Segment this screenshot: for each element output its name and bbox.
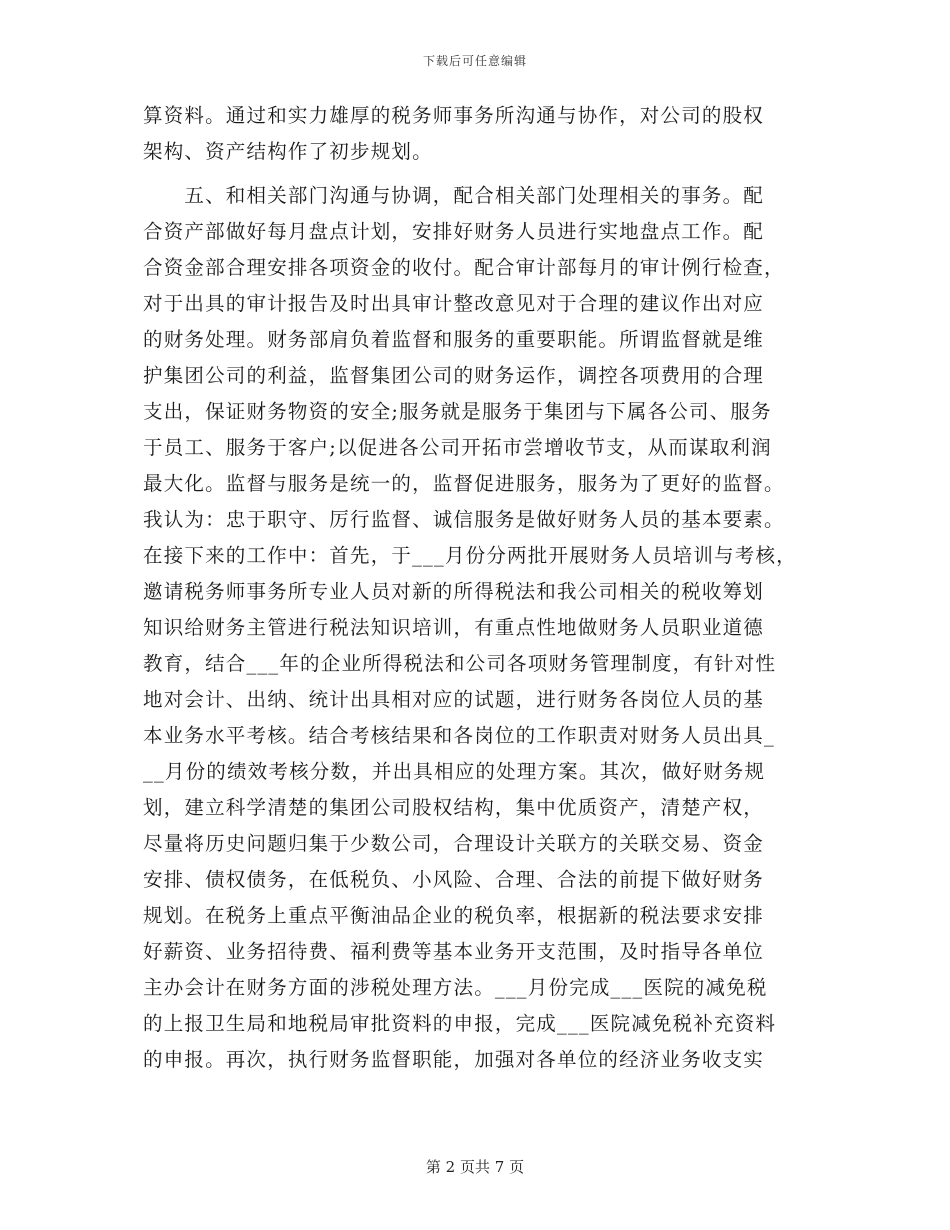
text-line: 我认为：忠于职守、厉行监督、诚信服务是做好财务人员的基本要素。: [143, 508, 785, 531]
text-line: 地对会计、出纳、统计出具相对应的试题，进行财务各岗位人员的基: [143, 688, 765, 711]
text-line: 主办会计在财务方面的涉税处理方法。___月份完成___医院的减免税: [143, 976, 768, 999]
text-line: 划，建立科学清楚的集团公司股权结构，集中优质资产，清楚产权，: [143, 796, 765, 819]
text-line: 好薪资、业务招待费、福利费等基本业务开支范围，及时指导各单位: [143, 940, 765, 963]
text-line: 的申报。再次，执行财务监督职能，加强对各单位的经济业务收支实: [143, 1048, 765, 1071]
text-line: 五、和相关部门沟通与协调，配合相关部门处理相关的事务。配: [143, 184, 765, 207]
text-line: 对于出具的审计报告及时出具审计整改意见对于合理的建议作出对应: [143, 292, 765, 315]
text-line: 最大化。监督与服务是统一的，监督促进服务，服务为了更好的监督。: [143, 472, 785, 495]
text-line: 规划。在税务上重点平衡油品企业的税负率，根据新的税法要求安排: [143, 904, 765, 927]
text-line: 合资金部合理安排各项资金的收付。配合审计部每月的审计例行检查，: [143, 256, 785, 279]
text-line: 算资料。通过和实力雄厚的税务师事务所沟通与协作，对公司的股权: [143, 104, 765, 127]
text-line: 支出，保证财务物资的安全;服务就是服务于集团与下属各公司、服务: [143, 400, 772, 423]
text-line: 于员工、服务于客户;以促进各公司开拓市尝增收节支，从而谋取利润: [143, 436, 772, 459]
text-line: 护集团公司的利益，监督集团公司的财务运作，调控各项费用的合理: [143, 364, 765, 387]
page-number: 第 2 页共 7 页: [425, 1158, 525, 1176]
text-line: 的上报卫生局和地税局审批资料的申报，完成___医院减免税补充资料: [143, 1012, 777, 1035]
text-line: 安排、债权债务，在低税负、小风险、合理、合法的前提下做好财务: [143, 868, 765, 891]
text-line: 架构、资产结构作了初步规划。: [143, 140, 433, 163]
text-line: 在接下来的工作中：首先，于___月份分两批开展财务人员培训与考核，: [143, 544, 797, 567]
text-line: 本业务水平考核。结合考核结果和各岗位的工作职责对财务人员出具_: [143, 724, 775, 747]
text-line: 的财务处理。财务部肩负着监督和服务的重要职能。所谓监督就是维: [143, 328, 765, 351]
text-line: __月份的绩效考核分数，并出具相应的处理方案。其次，做好财务规: [143, 760, 766, 783]
text-line: 邀请税务师事务所专业人员对新的所得税法和我公司相关的税收筹划: [143, 580, 765, 603]
text-line: 教育，结合___年的企业所得税法和公司各项财务管理制度，有针对性: [143, 652, 777, 675]
text-line: 尽量将历史问题归集于少数公司，合理设计关联方的关联交易、资金: [143, 832, 765, 855]
text-line: 知识给财务主管进行税法知识培训，有重点性地做财务人员职业道德: [143, 616, 765, 639]
text-line: 合资产部做好每月盘点计划，安排好财务人员进行实地盘点工作。配: [143, 220, 765, 243]
page-header: 下载后可任意编辑: [422, 54, 527, 68]
